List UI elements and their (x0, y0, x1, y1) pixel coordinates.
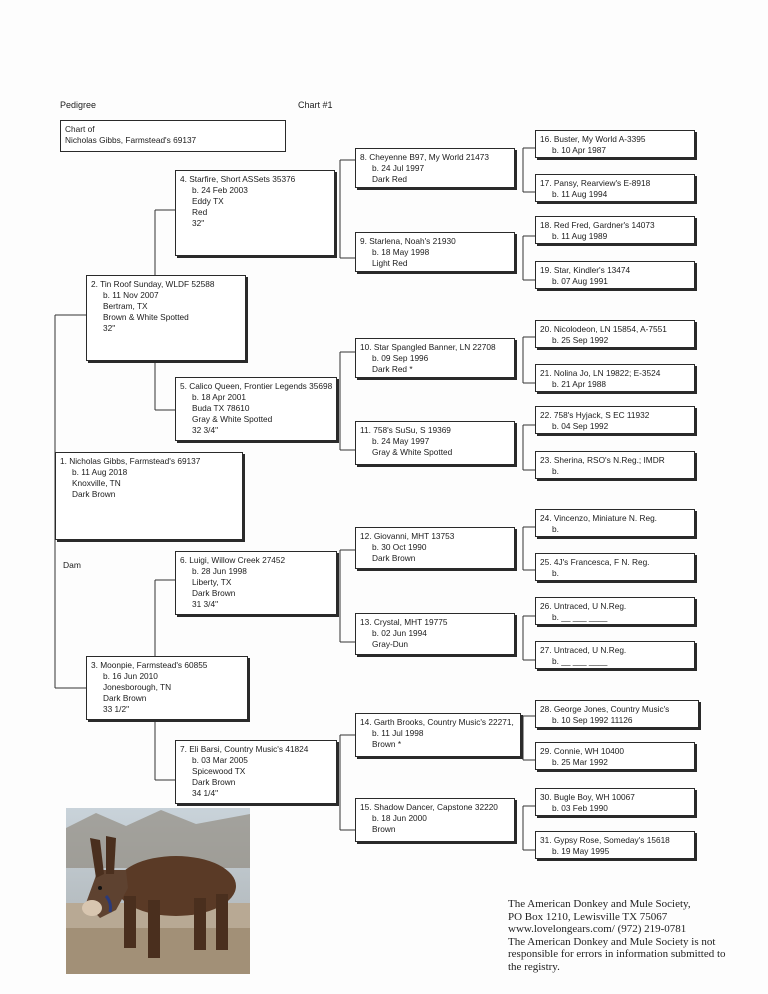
entry-detail: Brown & White Spotted (103, 312, 189, 322)
entry-detail: Bertram, TX (103, 301, 148, 311)
entry-name: 7. Eli Barsi, Country Music's 41824 (180, 744, 309, 754)
entry-detail: 31 3/4" (192, 599, 219, 609)
entry-detail: b. 10 Sep 1992 11126 (552, 715, 633, 725)
pedigree-entry-18 (535, 216, 695, 244)
entry-detail: b. 25 Sep 1992 (552, 335, 609, 345)
pedigree-entry-28 (535, 700, 699, 728)
society-footer (508, 898, 748, 973)
entry-detail: b. 11 Nov 2007 (103, 290, 159, 300)
entry-detail: Dark Brown (192, 588, 236, 598)
entry-detail: Dark Brown (72, 489, 116, 499)
entry-detail: b. 19 May 1995 (552, 846, 610, 856)
entry-detail: b. 02 Jun 1994 (372, 628, 427, 638)
pedigree-entry-10 (355, 338, 515, 378)
entry-name: 23. Sherina, RSO's N.Reg.; IMDR (540, 455, 665, 465)
entry-detail: Dark Brown (192, 777, 236, 787)
entry-name: 9. Starlena, Noah's 21930 (360, 236, 456, 246)
entry-detail: Spicewood TX (192, 766, 246, 776)
entry-name: 31. Gypsy Rose, Someday's 15618 (540, 835, 670, 845)
pedigree-entry-13 (355, 613, 515, 655)
pedigree-entry-6 (175, 551, 337, 615)
pedigree-entry-27 (535, 641, 695, 669)
pedigree-entry-21 (535, 364, 695, 392)
entry-name: 2. Tin Roof Sunday, WLDF 52588 (91, 279, 215, 289)
entry-detail: b. 11 Jul 1998 (372, 728, 424, 738)
dam-label: Dam (63, 560, 81, 570)
entry-detail: Buda TX 78610 (192, 403, 250, 413)
society-disclaimer: The American Donkey and Mule Society is not (508, 935, 716, 948)
society-disclaimer: responsible for errors in information submitted to (508, 948, 726, 960)
pedigree-title: Pedigree (60, 100, 97, 110)
chart-of-label: Chart of (65, 124, 95, 134)
entry-name: 11. 758's SuSu, S 19369 (360, 425, 451, 435)
pedigree-entry-8 (355, 148, 515, 188)
entry-name: 27. Untraced, U N.Reg. (540, 645, 627, 655)
society-contact: www.lovelongears.com/ (972) 219-0781 (508, 923, 687, 935)
entry-detail: b. 21 Apr 1988 (552, 379, 606, 389)
entry-name: 25. 4J's Francesca, F N. Reg. (540, 557, 650, 567)
pedigree-entry-15 (355, 798, 515, 842)
entry-detail: Knoxville, TN (72, 478, 121, 488)
entry-detail: Dark Brown (372, 553, 416, 563)
entry-name: 16. Buster, My World A-3395 (540, 134, 646, 144)
entry-detail: b. 03 Feb 1990 (552, 803, 608, 813)
pedigree-entry-20 (535, 320, 695, 348)
pedigree-entry-31 (535, 831, 695, 859)
pedigree-entry-7 (175, 740, 337, 804)
entry-detail: b. (552, 466, 559, 476)
entry-name: 26. Untraced, U N.Reg. (540, 601, 627, 611)
pedigree-entry-12 (355, 527, 515, 569)
entry-detail: Gray & White Spotted (372, 447, 453, 457)
entry-detail: b. 07 Aug 1991 (552, 276, 608, 286)
entry-detail: b. (552, 568, 559, 578)
pedigree-entry-3 (86, 656, 248, 720)
pedigree-entry-2 (86, 275, 246, 361)
entry-detail: b. 04 Sep 1992 (552, 421, 609, 431)
entry-name: 21. Nolina Jo, LN 19822; E-3524 (540, 368, 661, 378)
entry-detail: Dark Red * (372, 364, 413, 374)
entry-name: 1. Nicholas Gibbs, Farmstead's 69137 (60, 456, 201, 466)
entry-detail: b. 24 Feb 2003 (192, 185, 248, 195)
entry-name: 28. George Jones, Country Music's (540, 704, 670, 714)
entry-name: 29. Connie, WH 10400 (540, 746, 624, 756)
entry-name: 5. Calico Queen, Frontier Legends 35698 (180, 381, 333, 391)
entry-detail: 32 3/4" (192, 425, 219, 435)
entry-name: 14. Garth Brooks, Country Music's 22271, (360, 717, 514, 727)
entry-detail: Light Red (372, 258, 408, 268)
society-name: The American Donkey and Mule Society, (508, 898, 691, 910)
pedigree-entry-26 (535, 597, 695, 625)
entry-name: 18. Red Fred, Gardner's 14073 (540, 220, 655, 230)
entry-name: 12. Giovanni, MHT 13753 (360, 531, 455, 541)
entry-detail: Gray & White Spotted (192, 414, 273, 424)
entry-detail: b. 10 Apr 1987 (552, 145, 606, 155)
entry-detail: b. 18 Apr 2001 (192, 392, 246, 402)
entry-detail: Brown * (372, 739, 402, 749)
entry-detail: Jonesborough, TN (103, 682, 172, 692)
entry-detail: 34 1/4" (192, 788, 219, 798)
entry-detail: b. __ ___ ____ (552, 656, 608, 666)
entry-detail: b. 25 Mar 1992 (552, 757, 608, 767)
entry-name: 10. Star Spangled Banner, LN 22708 (360, 342, 496, 352)
entry-detail: Gray-Dun (372, 639, 408, 649)
entry-detail: b. 09 Sep 1996 (372, 353, 429, 363)
entry-detail: b. 11 Aug 2018 (72, 467, 128, 477)
pedigree-entry-22 (535, 406, 695, 434)
entry-detail: b. __ ___ ____ (552, 612, 608, 622)
pedigree-entry-23 (535, 451, 695, 479)
entry-name: 30. Bugle Boy, WH 10067 (540, 792, 635, 802)
pedigree-entry-29 (535, 742, 695, 770)
entry-name: 20. Nicolodeon, LN 15854, A-7551 (540, 324, 667, 334)
entry-detail: 32" (192, 218, 205, 228)
entry-detail: b. 18 May 1998 (372, 247, 430, 257)
donkey-photo (66, 808, 250, 974)
pedigree-entry-9 (355, 232, 515, 272)
entry-detail: b. 30 Oct 1990 (372, 542, 427, 552)
entry-detail: b. 16 Jun 2010 (103, 671, 158, 681)
pedigree-entry-5 (175, 377, 337, 441)
entry-name: 3. Moonpie, Farmstead's 60855 (91, 660, 208, 670)
entry-name: 6. Luigi, Willow Creek 27452 (180, 555, 286, 565)
entry-name: 4. Starfire, Short ASSets 35376 (180, 174, 296, 184)
entry-detail: Red (192, 207, 208, 217)
entry-detail: b. 24 May 1997 (372, 436, 430, 446)
entry-detail: b. 11 Aug 1994 (552, 189, 608, 199)
entry-detail: b. 18 Jun 2000 (372, 813, 427, 823)
entry-name: 22. 758's Hyjack, S EC 11932 (540, 410, 650, 420)
entry-name: 13. Crystal, MHT 19775 (360, 617, 448, 627)
entry-detail: 32" (103, 323, 116, 333)
pedigree-entry-25 (535, 553, 695, 581)
society-address: PO Box 1210, Lewisville TX 75067 (508, 910, 668, 923)
society-disclaimer: the registry. (508, 960, 560, 973)
entry-name: 19. Star, Kindler's 13474 (540, 265, 631, 275)
pedigree-entry-14 (355, 713, 521, 757)
entry-name: 24. Vincenzo, Miniature N. Reg. (540, 513, 657, 523)
entry-detail: Dark Brown (103, 693, 147, 703)
entry-name: 15. Shadow Dancer, Capstone 32220 (360, 802, 498, 812)
pedigree-entry-30 (535, 788, 695, 816)
pedigree-entry-24 (535, 509, 695, 537)
chart-of-subject: Nicholas Gibbs, Farmstead's 69137 (65, 135, 197, 145)
chart-number: Chart #1 (298, 100, 333, 110)
pedigree-entry-4 (175, 170, 335, 256)
entry-detail: 33 1/2" (103, 704, 130, 714)
entry-detail: b. 03 Mar 2005 (192, 755, 248, 765)
pedigree-entry-1 (55, 452, 243, 540)
entry-detail: Liberty, TX (192, 577, 232, 587)
entry-detail: Dark Red (372, 174, 408, 184)
entry-detail: Brown (372, 824, 396, 834)
entry-name: 8. Cheyenne B97, My World 21473 (360, 152, 489, 162)
pedigree-entry-17 (535, 174, 695, 202)
entry-name: 17. Pansy, Rearview's E-8918 (540, 178, 651, 188)
entry-detail: Eddy TX (192, 196, 224, 206)
pedigree-entry-11 (355, 421, 515, 465)
entry-detail: b. 28 Jun 1998 (192, 566, 247, 576)
entry-detail: b. (552, 524, 559, 534)
entry-detail: b. 24 Jul 1997 (372, 163, 425, 173)
pedigree-entry-19 (535, 261, 695, 289)
pedigree-entry-16 (535, 130, 695, 158)
entry-detail: b. 11 Aug 1989 (552, 231, 608, 241)
